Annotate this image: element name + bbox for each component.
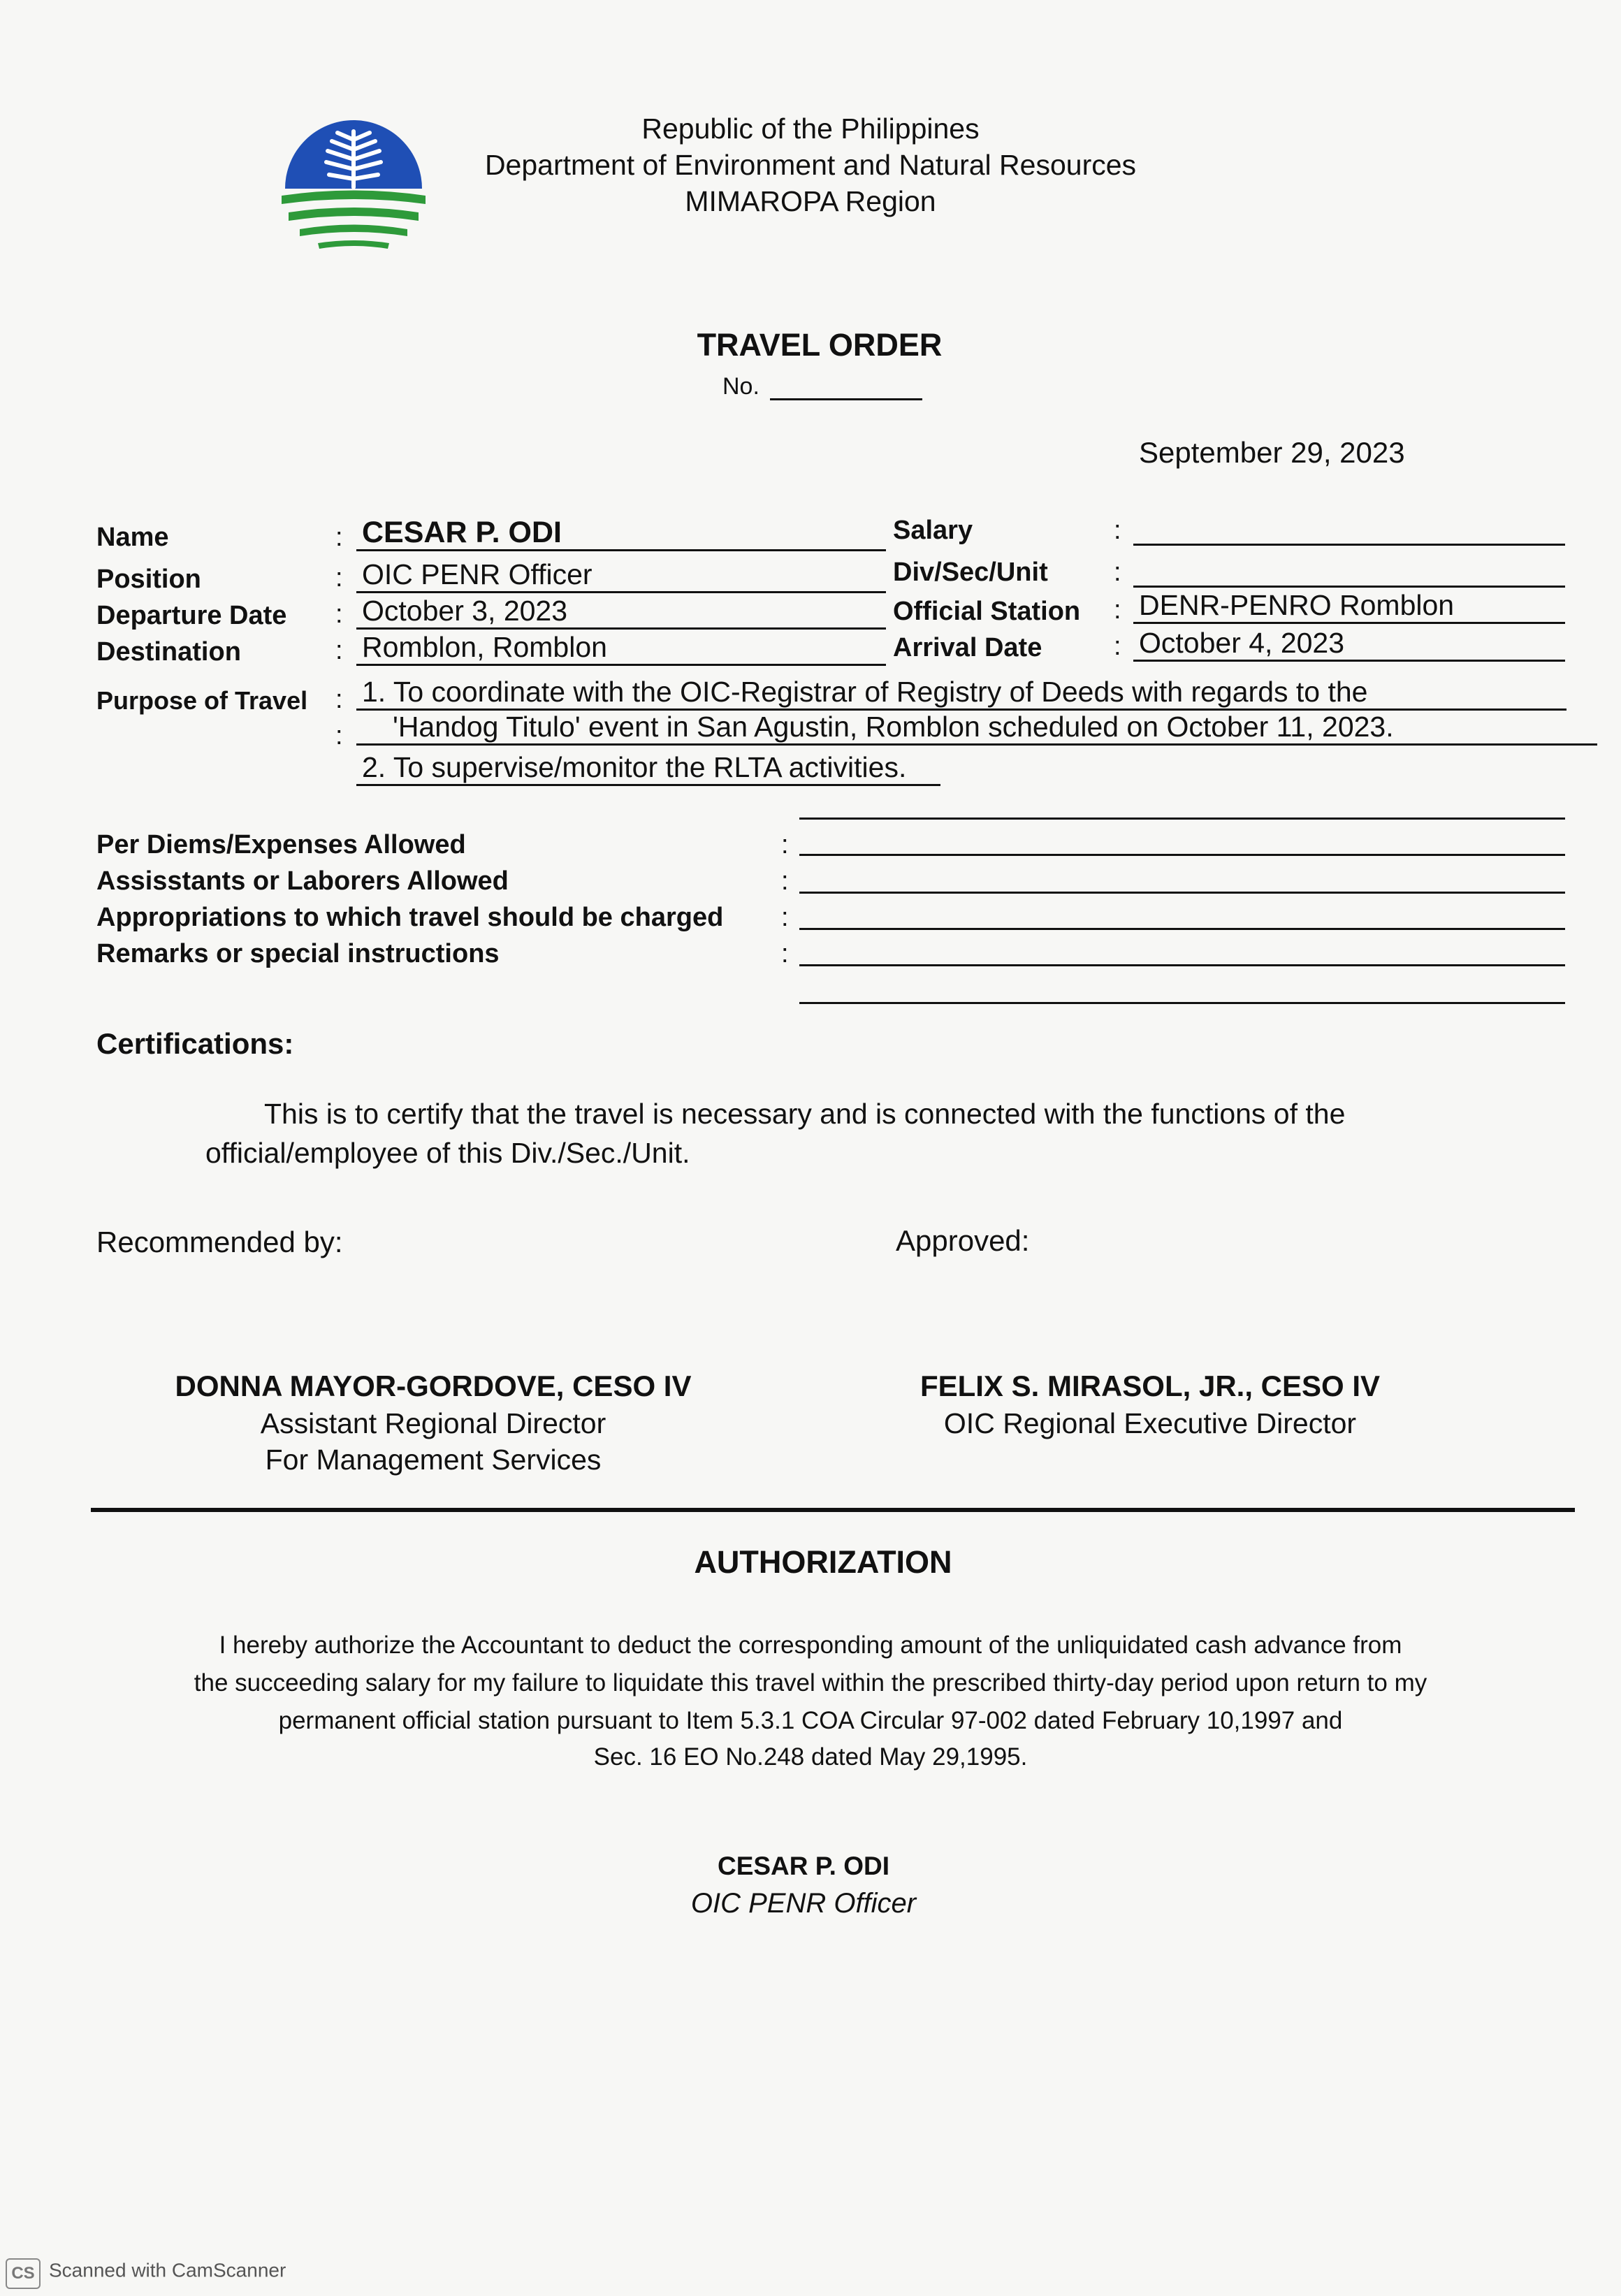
authorizer-name: CESAR P. ODI [717,1852,890,1880]
authorization-heading: AUTHORIZATION [694,1544,952,1580]
destination-value: Romblon, Romblon [356,630,886,666]
colon: : [335,636,343,665]
divsec-value [1133,555,1565,588]
section-divider [91,1508,1575,1512]
arrival-label: Arrival Date [893,633,1042,662]
recommender-title-1: Assistant Regional Director [260,1407,606,1439]
purpose-line-2: 'Handog Titulo' event in San Agustin, Romblon scheduled on October 11, 2023. [356,710,1597,746]
remarks-blank [799,964,1565,966]
camscanner-icon: CS [6,2258,41,2289]
departure-label: Departure Date [96,601,287,630]
recommended-label: Recommended by: [96,1226,343,1258]
scanner-watermark [0,2254,307,2296]
purpose-line-3: 2. To supervise/monitor the RLTA activities. [356,750,940,786]
position-value: OIC PENR Officer [356,558,886,593]
name-value: CESAR P. ODI [356,516,886,551]
authorization-line-1: I hereby authorize the Accountant to deduct the corresponding amount of the unliquidated cash advance from [219,1632,1402,1659]
authorization-line-2: the succeeding salary for my failure to liquidate this travel within the prescribed thirty-day period upon return to my [194,1669,1427,1696]
destination-label: Destination [96,637,241,667]
colon: : [335,685,343,714]
header-republic: Republic of the Philippines [641,112,980,145]
per-diems-label: Per Diems/Expenses Allowed [96,830,466,859]
remarks-blank-2 [799,1002,1565,1004]
colon: : [335,600,343,629]
divsec-label: Div/Sec/Unit [893,558,1048,587]
colon: : [335,563,343,593]
position-label: Position [96,565,201,594]
approved-label: Approved: [896,1224,1030,1257]
salary-label: Salary [893,516,973,545]
authorization-line-3: permanent official station pursuant to Item 5.3.1 COA Circular 97-002 dated February 10,1997 and [278,1707,1343,1734]
assistants-blank [799,892,1565,894]
recommender-title-2: For Management Services [265,1444,602,1476]
authorizer-title: OIC PENR Officer [690,1888,917,1919]
colon: : [1114,595,1121,625]
salary-value [1133,513,1565,546]
colon: : [781,866,789,896]
blank-line [799,818,1565,820]
arrival-value: October 4, 2023 [1133,626,1565,662]
number-label: No. [722,373,759,400]
document-date: September 29, 2023 [1139,436,1405,469]
colon: : [1114,558,1121,587]
colon: : [781,830,789,859]
remarks-label: Remarks or special instructions [96,939,500,968]
colon: : [781,903,789,932]
approver-title: OIC Regional Executive Director [943,1407,1357,1439]
appropriations-label: Appropriations to which travel should be charged [96,903,724,932]
per-diems-blank [799,854,1565,856]
header-department: Department of Environment and Natural Resources [484,149,1137,181]
station-value: DENR-PENRO Romblon [1133,588,1565,624]
doc-title: TRAVEL ORDER [697,327,943,363]
certification-line-2: official/employee of this Div./Sec./Unit. [205,1137,690,1169]
appropriations-blank [799,928,1565,930]
certifications-heading: Certifications: [96,1027,294,1060]
departure-value: October 3, 2023 [356,594,886,630]
colon: : [335,721,343,750]
approver-name: FELIX S. MIRASOL, JR., CESO IV [919,1369,1381,1402]
colon: : [1114,632,1121,661]
name-label: Name [96,523,169,552]
number-blank [770,398,922,400]
colon: : [335,523,343,552]
header-region: MIMAROPA Region [685,185,936,217]
recommender-name: DONNA MAYOR-GORDOVE, CESO IV [175,1369,692,1402]
purpose-line-1: 1. To coordinate with the OIC-Registrar of Registry of Deeds with regards to the [356,675,1567,711]
assistants-label: Assisstants or Laborers Allowed [96,866,509,896]
authorization-line-4: Sec. 16 EO No.248 dated May 29,1995. [593,1743,1028,1771]
colon: : [781,939,789,968]
purpose-label: Purpose of Travel [96,686,308,715]
scanner-text: Scanned with CamScanner [49,2259,286,2281]
certification-line-1: This is to certify that the travel is necessary and is connected with the functions of the [264,1098,1346,1130]
station-label: Official Station [893,597,1081,626]
colon: : [1114,516,1121,545]
